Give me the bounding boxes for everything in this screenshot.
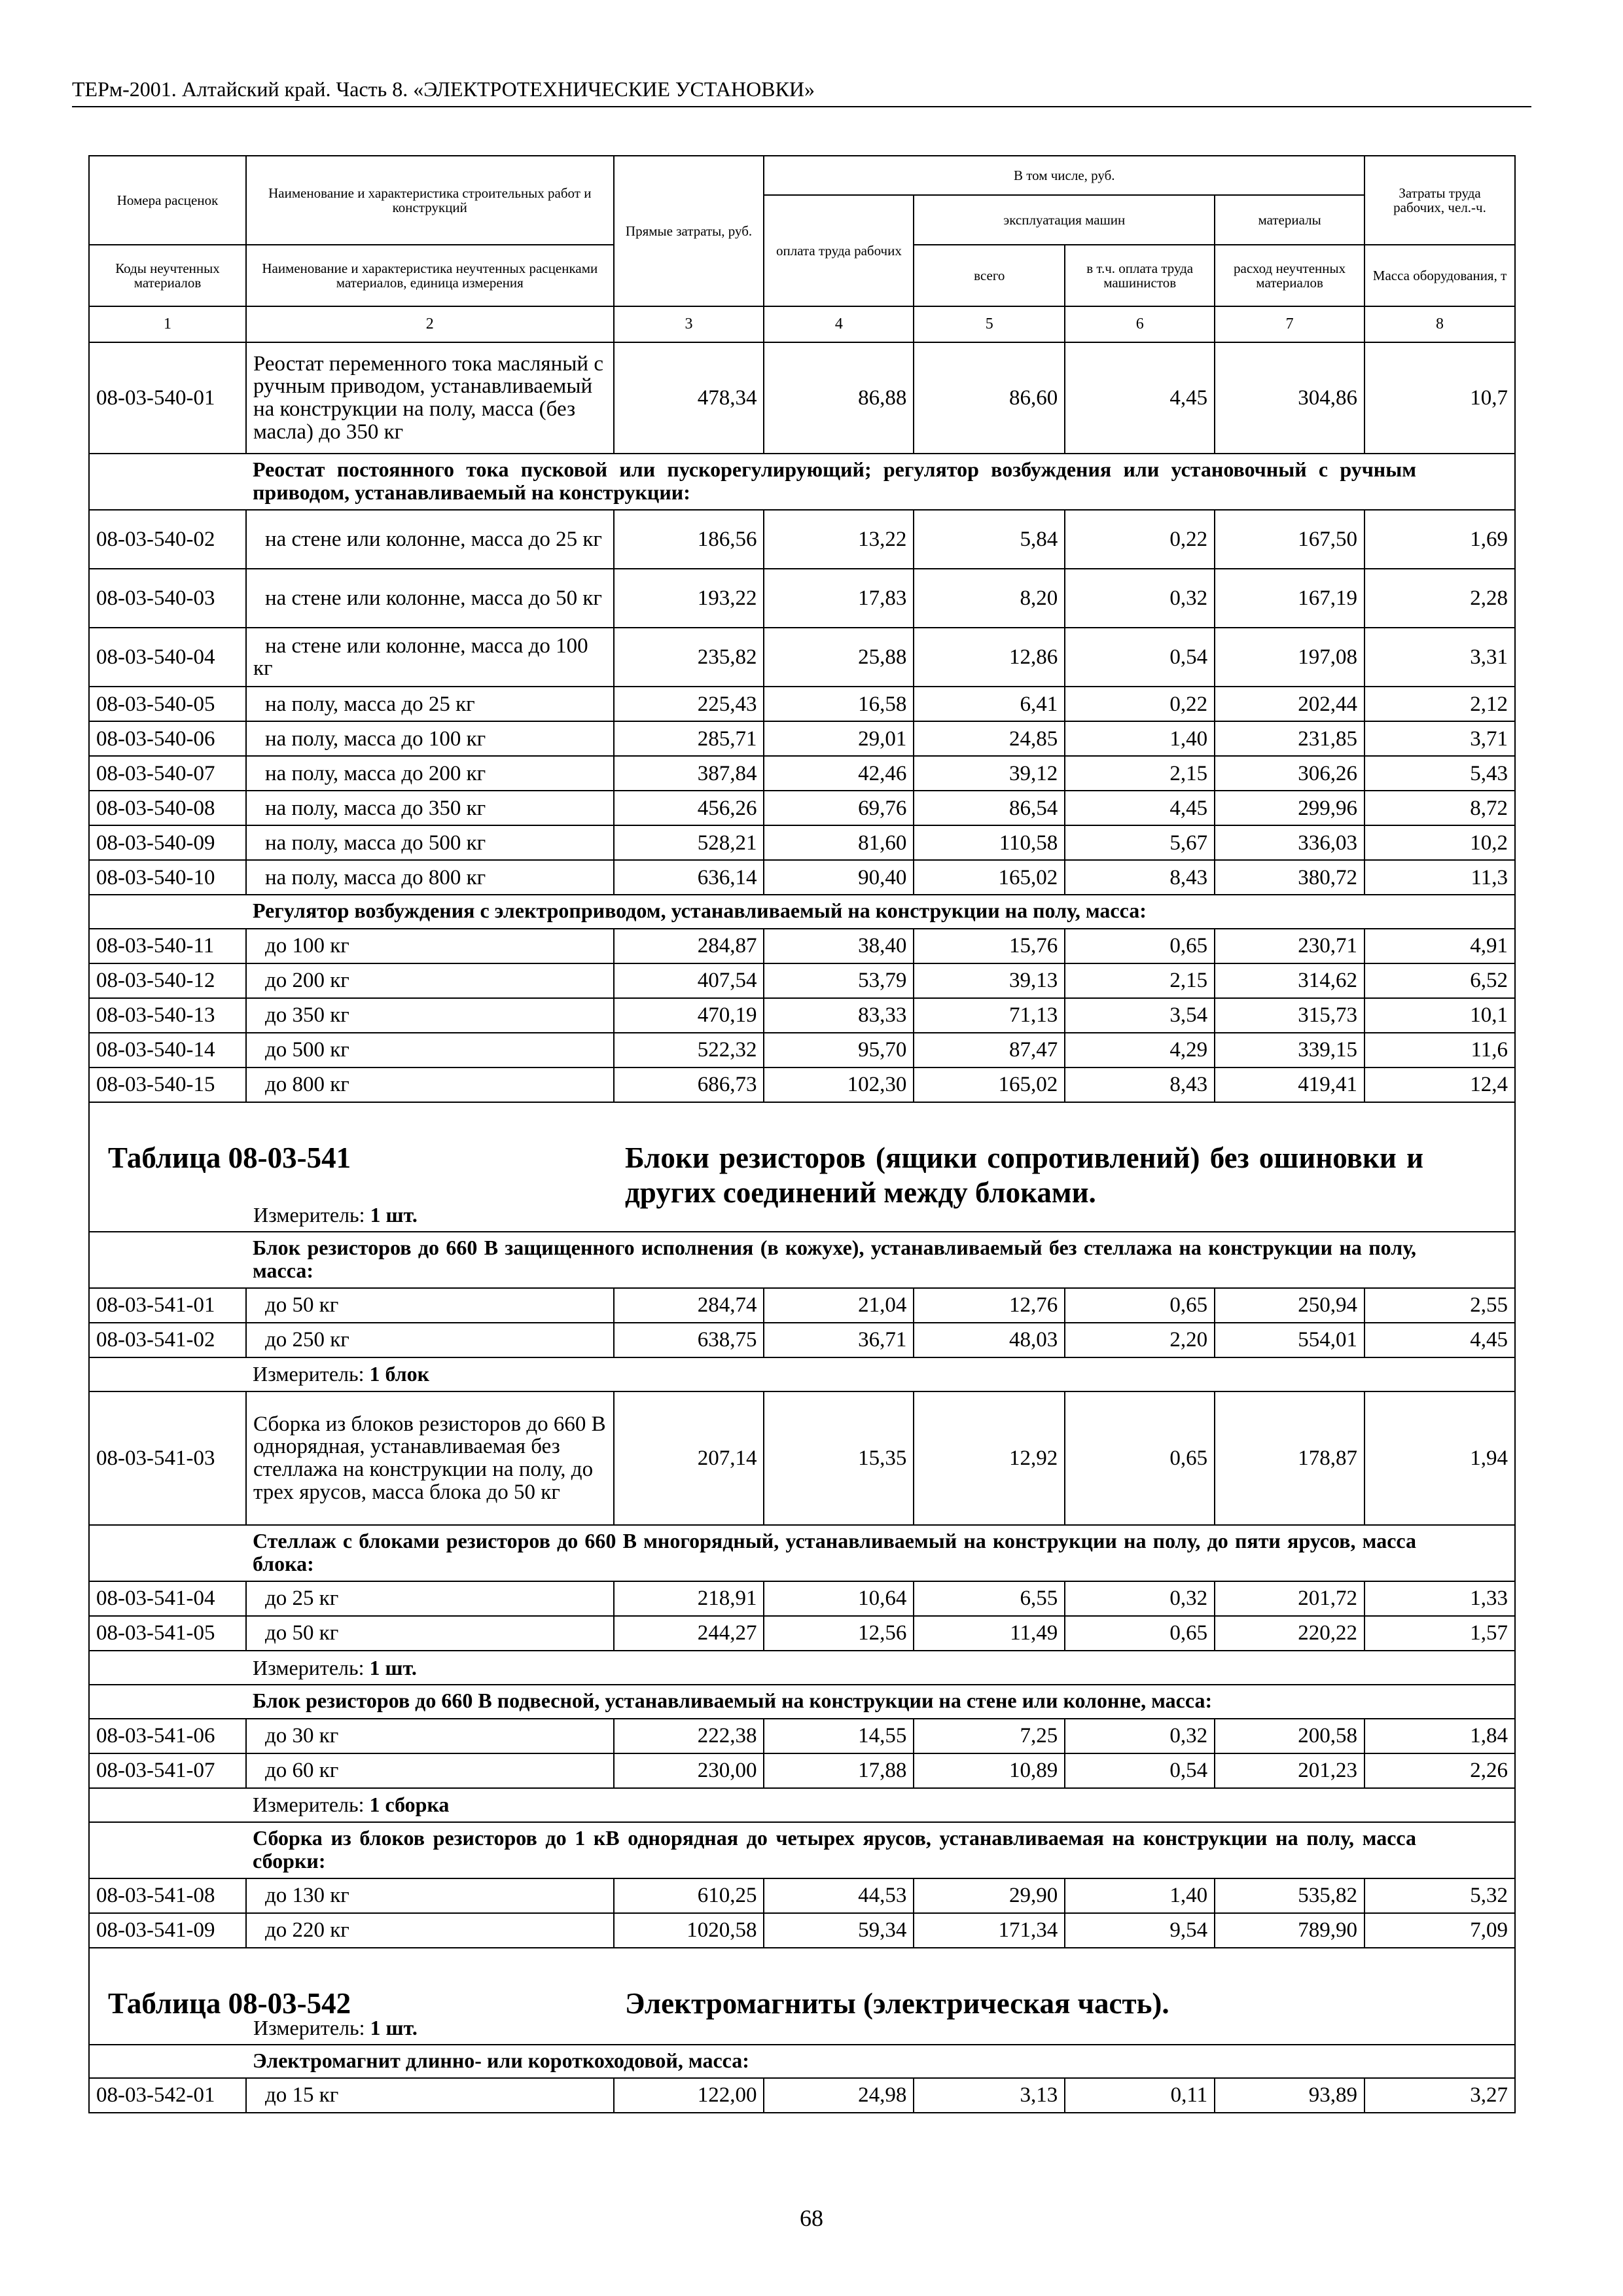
material-cost: 306,26 bbox=[1215, 756, 1364, 791]
materials-header: материалы bbox=[1215, 195, 1364, 245]
material-cost: 304,86 bbox=[1215, 342, 1364, 454]
rate-code: 08-03-540-13 bbox=[89, 998, 246, 1033]
table-row bbox=[89, 756, 1515, 791]
measure-value: 1 сборка bbox=[369, 1793, 450, 1816]
labor-cost: 36,71 bbox=[764, 1323, 914, 1357]
measure-value: 1 блок bbox=[369, 1362, 430, 1386]
table-row bbox=[89, 860, 1515, 895]
work-description: до 50 кг bbox=[246, 1616, 614, 1651]
group-header: В том числе, руб. bbox=[764, 156, 1364, 195]
measure-row bbox=[89, 1788, 1515, 1822]
column-number: 4 bbox=[764, 306, 914, 342]
material-cost: 314,62 bbox=[1215, 963, 1364, 998]
labor-hours: 2,28 bbox=[1364, 569, 1515, 628]
material-cost: 167,50 bbox=[1215, 510, 1364, 569]
labor-hours: 4,91 bbox=[1364, 929, 1515, 963]
work-description: до 100 кг bbox=[246, 929, 614, 963]
labor-hours: 8,72 bbox=[1364, 791, 1515, 825]
labor-hours: 3,27 bbox=[1364, 2078, 1515, 2113]
work-description: на полу, масса до 500 кг bbox=[246, 825, 614, 860]
labor-hours: 10,7 bbox=[1364, 342, 1515, 454]
labor-hours: 5,32 bbox=[1364, 1878, 1515, 1913]
work-description: на полу, масса до 800 кг bbox=[246, 860, 614, 895]
work-description: на стене или колонне, масса до 25 кг bbox=[246, 510, 614, 569]
operator-cost: 1,40 bbox=[1065, 721, 1215, 756]
work-description: на полу, масса до 25 кг bbox=[246, 687, 614, 721]
work-description: до 200 кг bbox=[246, 963, 614, 998]
rate-code: 08-03-541-07 bbox=[89, 1753, 246, 1788]
col6-header: в т.ч. оплата труда машинистов bbox=[1065, 245, 1215, 306]
rate-code: 08-03-540-12 bbox=[89, 963, 246, 998]
table-row bbox=[89, 569, 1515, 628]
header-rule bbox=[72, 106, 1531, 107]
material-cost: 197,08 bbox=[1215, 628, 1364, 687]
work-description: до 220 кг bbox=[246, 1913, 614, 1948]
rate-code: 08-03-540-04 bbox=[89, 628, 246, 687]
table-caption: Блоки резисторов (ящики сопротивлений) без ошиновки и других соединений между блоками. bbox=[625, 1141, 1423, 1209]
machine-cost: 11,49 bbox=[914, 1616, 1065, 1651]
measure-label: Измеритель: bbox=[252, 1793, 365, 1816]
direct-cost: 470,19 bbox=[614, 998, 764, 1033]
rate-code: 08-03-541-03 bbox=[89, 1391, 246, 1525]
machine-cost: 3,13 bbox=[914, 2078, 1065, 2113]
direct-cost: 222,38 bbox=[614, 1719, 764, 1753]
table-row bbox=[89, 1033, 1515, 1067]
labor-cost: 86,88 bbox=[764, 342, 914, 454]
direct-cost: 230,00 bbox=[614, 1753, 764, 1788]
table-title-row bbox=[89, 1102, 1515, 1232]
rate-code: 08-03-541-06 bbox=[89, 1719, 246, 1753]
machine-cost: 8,20 bbox=[914, 569, 1065, 628]
labor-hours: 1,57 bbox=[1364, 1616, 1515, 1651]
machine-cost: 86,60 bbox=[914, 342, 1065, 454]
direct-cost: 638,75 bbox=[614, 1323, 764, 1357]
work-description: на полу, масса до 200 кг bbox=[246, 756, 614, 791]
work-description: до 25 кг bbox=[246, 1581, 614, 1616]
labor-cost: 42,46 bbox=[764, 756, 914, 791]
labor-cost: 44,53 bbox=[764, 1878, 914, 1913]
operator-cost: 0,32 bbox=[1065, 1719, 1215, 1753]
measure-label: Измеритель: bbox=[252, 1655, 365, 1679]
machine-cost: 110,58 bbox=[914, 825, 1065, 860]
table-row bbox=[89, 510, 1515, 569]
material-cost: 200,58 bbox=[1215, 1719, 1364, 1753]
operator-cost: 0,65 bbox=[1065, 1616, 1215, 1651]
section-row bbox=[89, 1232, 1515, 1288]
work-description: до 60 кг bbox=[246, 1753, 614, 1788]
section-heading: Регулятор возбуждения с электроприводом, устанавливаемый на конструкции на полу, масса: bbox=[246, 895, 1515, 928]
machine-cost: 71,13 bbox=[914, 998, 1065, 1033]
price-table bbox=[88, 155, 1516, 2113]
operator-cost: 4,45 bbox=[1065, 791, 1215, 825]
machine-cost: 165,02 bbox=[914, 1067, 1065, 1102]
material-cost: 315,73 bbox=[1215, 998, 1364, 1033]
col1-top-header: Номера расценок bbox=[89, 156, 246, 245]
labor-hours: 1,33 bbox=[1364, 1581, 1515, 1616]
material-cost: 230,71 bbox=[1215, 929, 1364, 963]
work-description: до 15 кг bbox=[246, 2078, 614, 2113]
operator-cost: 0,32 bbox=[1065, 569, 1215, 628]
machine-cost: 12,86 bbox=[914, 628, 1065, 687]
labor-cost: 17,88 bbox=[764, 1753, 914, 1788]
labor-cost: 15,35 bbox=[764, 1391, 914, 1525]
direct-cost: 284,74 bbox=[614, 1288, 764, 1323]
labor-cost: 90,40 bbox=[764, 860, 914, 895]
rate-code: 08-03-541-01 bbox=[89, 1288, 246, 1323]
table-row bbox=[89, 628, 1515, 687]
table-row bbox=[89, 1616, 1515, 1651]
table-row bbox=[89, 998, 1515, 1033]
operator-cost: 4,29 bbox=[1065, 1033, 1215, 1067]
direct-cost: 1020,58 bbox=[614, 1913, 764, 1948]
material-cost: 419,41 bbox=[1215, 1067, 1364, 1102]
machine-cost: 48,03 bbox=[914, 1323, 1065, 1357]
work-description: до 350 кг bbox=[246, 998, 614, 1033]
operator-cost: 0,22 bbox=[1065, 510, 1215, 569]
col2-top-header: Наименование и характеристика строительных работ и конструкций bbox=[246, 156, 614, 245]
column-number: 1 bbox=[89, 306, 246, 342]
labor-cost: 102,30 bbox=[764, 1067, 914, 1102]
material-cost: 202,44 bbox=[1215, 687, 1364, 721]
col8-top-header: Затраты труда рабочих, чел.-ч. bbox=[1364, 156, 1515, 245]
material-cost: 231,85 bbox=[1215, 721, 1364, 756]
operator-cost: 2,15 bbox=[1065, 756, 1215, 791]
direct-cost: 207,14 bbox=[614, 1391, 764, 1525]
operator-cost: 9,54 bbox=[1065, 1913, 1215, 1948]
table-measure bbox=[253, 1203, 418, 1227]
operator-cost: 4,45 bbox=[1065, 342, 1215, 454]
operator-cost: 1,40 bbox=[1065, 1878, 1215, 1913]
labor-hours: 12,4 bbox=[1364, 1067, 1515, 1102]
direct-cost: 122,00 bbox=[614, 2078, 764, 2113]
direct-cost: 186,56 bbox=[614, 510, 764, 569]
section-row bbox=[89, 1525, 1515, 1581]
work-description: до 130 кг bbox=[246, 1878, 614, 1913]
direct-cost: 610,25 bbox=[614, 1878, 764, 1913]
labor-cost: 21,04 bbox=[764, 1288, 914, 1323]
labor-cost: 16,58 bbox=[764, 687, 914, 721]
direct-cost: 528,21 bbox=[614, 825, 764, 860]
operator-cost: 0,32 bbox=[1065, 1581, 1215, 1616]
operator-cost: 0,11 bbox=[1065, 2078, 1215, 2113]
direct-cost: 193,22 bbox=[614, 569, 764, 628]
page-header: ТЕРм-2001. Алтайский край. Часть 8. «ЭЛЕКТРОТЕХНИЧЕСКИЕ УСТАНОВКИ» bbox=[72, 77, 815, 101]
section-row bbox=[89, 1822, 1515, 1878]
col4-header: оплата труда рабочих bbox=[764, 195, 914, 306]
labor-cost: 69,76 bbox=[764, 791, 914, 825]
rate-code: 08-03-540-05 bbox=[89, 687, 246, 721]
labor-hours: 2,26 bbox=[1364, 1753, 1515, 1788]
table-row bbox=[89, 791, 1515, 825]
rate-code: 08-03-541-09 bbox=[89, 1913, 246, 1948]
direct-cost: 244,27 bbox=[614, 1616, 764, 1651]
table-row bbox=[89, 1323, 1515, 1357]
table-number: Таблица 08-03-542 bbox=[108, 1986, 351, 2020]
direct-cost: 522,32 bbox=[614, 1033, 764, 1067]
labor-cost: 29,01 bbox=[764, 721, 914, 756]
machine-cost: 5,84 bbox=[914, 510, 1065, 569]
work-description: на полу, масса до 100 кг bbox=[246, 721, 614, 756]
machine-cost: 10,89 bbox=[914, 1753, 1065, 1788]
machine-cost: 7,25 bbox=[914, 1719, 1065, 1753]
direct-cost: 218,91 bbox=[614, 1581, 764, 1616]
table-row bbox=[89, 687, 1515, 721]
labor-hours: 11,6 bbox=[1364, 1033, 1515, 1067]
labor-hours: 4,45 bbox=[1364, 1323, 1515, 1357]
labor-cost: 25,88 bbox=[764, 628, 914, 687]
rate-code: 08-03-540-09 bbox=[89, 825, 246, 860]
operator-cost: 0,65 bbox=[1065, 1391, 1215, 1525]
labor-hours: 1,69 bbox=[1364, 510, 1515, 569]
work-description: Сборка из блоков резисторов до 660 В однорядная, устанавливаемая без стеллажа на конструкции на полу, до трех ярусов, масса блока до 50 кг bbox=[246, 1391, 614, 1525]
col3-header: Прямые затраты, руб. bbox=[614, 156, 764, 306]
labor-hours: 5,43 bbox=[1364, 756, 1515, 791]
labor-hours: 10,2 bbox=[1364, 825, 1515, 860]
section-row bbox=[89, 454, 1515, 510]
col5-header: всего bbox=[914, 245, 1065, 306]
labor-hours: 3,31 bbox=[1364, 628, 1515, 687]
direct-cost: 636,14 bbox=[614, 860, 764, 895]
machines-header: эксплуатация машин bbox=[914, 195, 1215, 245]
table-row bbox=[89, 825, 1515, 860]
direct-cost: 456,26 bbox=[614, 791, 764, 825]
labor-hours: 1,84 bbox=[1364, 1719, 1515, 1753]
measure-label: Измеритель: bbox=[252, 1362, 365, 1386]
rate-code: 08-03-540-14 bbox=[89, 1033, 246, 1067]
table-row bbox=[89, 1067, 1515, 1102]
section-heading: Электромагнит длинно- или короткоходовой, масса: bbox=[246, 2045, 1515, 2078]
rate-code: 08-03-540-01 bbox=[89, 342, 246, 454]
direct-cost: 235,82 bbox=[614, 628, 764, 687]
material-cost: 167,19 bbox=[1215, 569, 1364, 628]
table-row bbox=[89, 342, 1515, 454]
column-number: 6 bbox=[1065, 306, 1215, 342]
material-cost: 789,90 bbox=[1215, 1913, 1364, 1948]
material-cost: 220,22 bbox=[1215, 1616, 1364, 1651]
rate-code: 08-03-542-01 bbox=[89, 2078, 246, 2113]
rate-code: 08-03-541-02 bbox=[89, 1323, 246, 1357]
machine-cost: 86,54 bbox=[914, 791, 1065, 825]
work-description: до 50 кг bbox=[246, 1288, 614, 1323]
table-row bbox=[89, 1753, 1515, 1788]
work-description: до 30 кг bbox=[246, 1719, 614, 1753]
table-row bbox=[89, 1719, 1515, 1753]
machine-cost: 171,34 bbox=[914, 1913, 1065, 1948]
section-heading: Реостат постоянного тока пусковой или пускорегулирующий; регулятор возбуждения или установочный с ручным приводом, устанавливаемый на конструкции: bbox=[246, 454, 1515, 510]
table-row bbox=[89, 1391, 1515, 1525]
labor-hours: 6,52 bbox=[1364, 963, 1515, 998]
rate-code: 08-03-540-02 bbox=[89, 510, 246, 569]
labor-hours: 1,94 bbox=[1364, 1391, 1515, 1525]
material-cost: 380,72 bbox=[1215, 860, 1364, 895]
labor-cost: 95,70 bbox=[764, 1033, 914, 1067]
direct-cost: 285,71 bbox=[614, 721, 764, 756]
labor-hours: 3,71 bbox=[1364, 721, 1515, 756]
labor-cost: 38,40 bbox=[764, 929, 914, 963]
rate-code: 08-03-540-03 bbox=[89, 569, 246, 628]
table-row bbox=[89, 963, 1515, 998]
table-row bbox=[89, 1913, 1515, 1948]
direct-cost: 686,73 bbox=[614, 1067, 764, 1102]
direct-cost: 284,87 bbox=[614, 929, 764, 963]
machine-cost: 6,55 bbox=[914, 1581, 1065, 1616]
work-description: Реостат переменного тока масляный с ручным приводом, устанавливаемый на конструкции на полу, масса (без масла) до 350 кг bbox=[246, 342, 614, 454]
section-heading: Стеллаж с блоками резисторов до 660 В многорядный, устанавливаемый на конструкции на полу, до пяти ярусов, масса блока: bbox=[246, 1525, 1515, 1581]
operator-cost: 3,54 bbox=[1065, 998, 1215, 1033]
machine-cost: 29,90 bbox=[914, 1878, 1065, 1913]
rate-code: 08-03-540-07 bbox=[89, 756, 246, 791]
labor-cost: 83,33 bbox=[764, 998, 914, 1033]
table-title-row bbox=[89, 1948, 1515, 2045]
labor-cost: 53,79 bbox=[764, 963, 914, 998]
work-description: до 250 кг bbox=[246, 1323, 614, 1357]
machine-cost: 165,02 bbox=[914, 860, 1065, 895]
material-cost: 93,89 bbox=[1215, 2078, 1364, 2113]
rate-code: 08-03-541-08 bbox=[89, 1878, 246, 1913]
material-cost: 535,82 bbox=[1215, 1878, 1364, 1913]
measure-value: 1 шт. bbox=[369, 1655, 417, 1679]
operator-cost: 0,65 bbox=[1065, 929, 1215, 963]
table-caption: Электромагниты (электрическая часть). bbox=[625, 1986, 1169, 2020]
material-cost: 336,03 bbox=[1215, 825, 1364, 860]
operator-cost: 8,43 bbox=[1065, 860, 1215, 895]
measure-label: Измеритель: bbox=[253, 2015, 365, 2039]
table-row bbox=[89, 1581, 1515, 1616]
table-number: Таблица 08-03-541 bbox=[108, 1141, 351, 1174]
measure-row bbox=[89, 1357, 1515, 1391]
work-description: на стене или колонне, масса до 50 кг bbox=[246, 569, 614, 628]
rate-code: 08-03-541-05 bbox=[89, 1616, 246, 1651]
material-cost: 201,72 bbox=[1215, 1581, 1364, 1616]
page-number: 68 bbox=[800, 2205, 823, 2231]
rate-code: 08-03-540-11 bbox=[89, 929, 246, 963]
work-description: на полу, масса до 350 кг bbox=[246, 791, 614, 825]
work-description: на стене или колонне, масса до 100 кг bbox=[246, 628, 614, 687]
material-cost: 178,87 bbox=[1215, 1391, 1364, 1525]
machine-cost: 24,85 bbox=[914, 721, 1065, 756]
col2-bottom-header: Наименование и характеристика неучтенных расценками материалов, единица измерения bbox=[246, 245, 614, 306]
operator-cost: 0,54 bbox=[1065, 1753, 1215, 1788]
machine-cost: 39,12 bbox=[914, 756, 1065, 791]
material-cost: 554,01 bbox=[1215, 1323, 1364, 1357]
operator-cost: 0,22 bbox=[1065, 687, 1215, 721]
labor-cost: 12,56 bbox=[764, 1616, 914, 1651]
section-heading: Блок резисторов до 660 В защищенного исполнения (в кожухе), устанавливаемый без стеллажа на конструкции на полу, масса: bbox=[246, 1232, 1515, 1288]
machine-cost: 87,47 bbox=[914, 1033, 1065, 1067]
measure-value: 1 шт. bbox=[370, 1202, 418, 1227]
direct-cost: 478,34 bbox=[614, 342, 764, 454]
col7-header: расход неучтенных материалов bbox=[1215, 245, 1364, 306]
section-heading: Блок резисторов до 660 В подвесной, устанавливаемый на конструкции на стене или колонне, масса: bbox=[246, 1685, 1515, 1718]
labor-hours: 2,55 bbox=[1364, 1288, 1515, 1323]
direct-cost: 407,54 bbox=[614, 963, 764, 998]
operator-cost: 2,20 bbox=[1065, 1323, 1215, 1357]
measure-value: 1 шт. bbox=[370, 2015, 418, 2039]
operator-cost: 8,43 bbox=[1065, 1067, 1215, 1102]
work-description: до 500 кг bbox=[246, 1033, 614, 1067]
machine-cost: 6,41 bbox=[914, 687, 1065, 721]
rate-code: 08-03-541-04 bbox=[89, 1581, 246, 1616]
operator-cost: 2,15 bbox=[1065, 963, 1215, 998]
col1-bottom-header: Коды неучтенных материалов bbox=[89, 245, 246, 306]
machine-cost: 39,13 bbox=[914, 963, 1065, 998]
table-row bbox=[89, 721, 1515, 756]
table-measure bbox=[253, 2016, 418, 2040]
labor-cost: 13,22 bbox=[764, 510, 914, 569]
operator-cost: 5,67 bbox=[1065, 825, 1215, 860]
labor-hours: 10,1 bbox=[1364, 998, 1515, 1033]
labor-hours: 2,12 bbox=[1364, 687, 1515, 721]
labor-cost: 14,55 bbox=[764, 1719, 914, 1753]
measure-label: Измеритель: bbox=[253, 1202, 365, 1227]
machine-cost: 12,92 bbox=[914, 1391, 1065, 1525]
labor-hours: 11,3 bbox=[1364, 860, 1515, 895]
operator-cost: 0,54 bbox=[1065, 628, 1215, 687]
table-row bbox=[89, 1878, 1515, 1913]
rate-code: 08-03-540-08 bbox=[89, 791, 246, 825]
operator-cost: 0,65 bbox=[1065, 1288, 1215, 1323]
labor-cost: 10,64 bbox=[764, 1581, 914, 1616]
section-row bbox=[89, 2045, 1515, 2078]
work-description: до 800 кг bbox=[246, 1067, 614, 1102]
material-cost: 250,94 bbox=[1215, 1288, 1364, 1323]
labor-cost: 81,60 bbox=[764, 825, 914, 860]
section-row bbox=[89, 1685, 1515, 1718]
column-number: 5 bbox=[914, 306, 1065, 342]
rate-code: 08-03-540-15 bbox=[89, 1067, 246, 1102]
direct-cost: 387,84 bbox=[614, 756, 764, 791]
column-number: 8 bbox=[1364, 306, 1515, 342]
material-cost: 201,23 bbox=[1215, 1753, 1364, 1788]
table-row bbox=[89, 1288, 1515, 1323]
rate-code: 08-03-540-06 bbox=[89, 721, 246, 756]
table-row bbox=[89, 2078, 1515, 2113]
machine-cost: 12,76 bbox=[914, 1288, 1065, 1323]
column-number: 7 bbox=[1215, 306, 1364, 342]
section-heading: Сборка из блоков резисторов до 1 кВ однорядная до четырех ярусов, устанавливаемая на конструкции на полу, масса сборки: bbox=[246, 1822, 1515, 1878]
labor-cost: 59,34 bbox=[764, 1913, 914, 1948]
labor-cost: 17,83 bbox=[764, 569, 914, 628]
material-cost: 339,15 bbox=[1215, 1033, 1364, 1067]
column-number: 2 bbox=[246, 306, 614, 342]
material-cost: 299,96 bbox=[1215, 791, 1364, 825]
section-row bbox=[89, 895, 1515, 928]
measure-row bbox=[89, 1651, 1515, 1685]
rate-code: 08-03-540-10 bbox=[89, 860, 246, 895]
machine-cost: 15,76 bbox=[914, 929, 1065, 963]
labor-hours: 7,09 bbox=[1364, 1913, 1515, 1948]
labor-cost: 24,98 bbox=[764, 2078, 914, 2113]
column-number: 3 bbox=[614, 306, 764, 342]
col8-bottom-header: Масса оборудования, т bbox=[1364, 245, 1515, 306]
direct-cost: 225,43 bbox=[614, 687, 764, 721]
table-row bbox=[89, 929, 1515, 963]
